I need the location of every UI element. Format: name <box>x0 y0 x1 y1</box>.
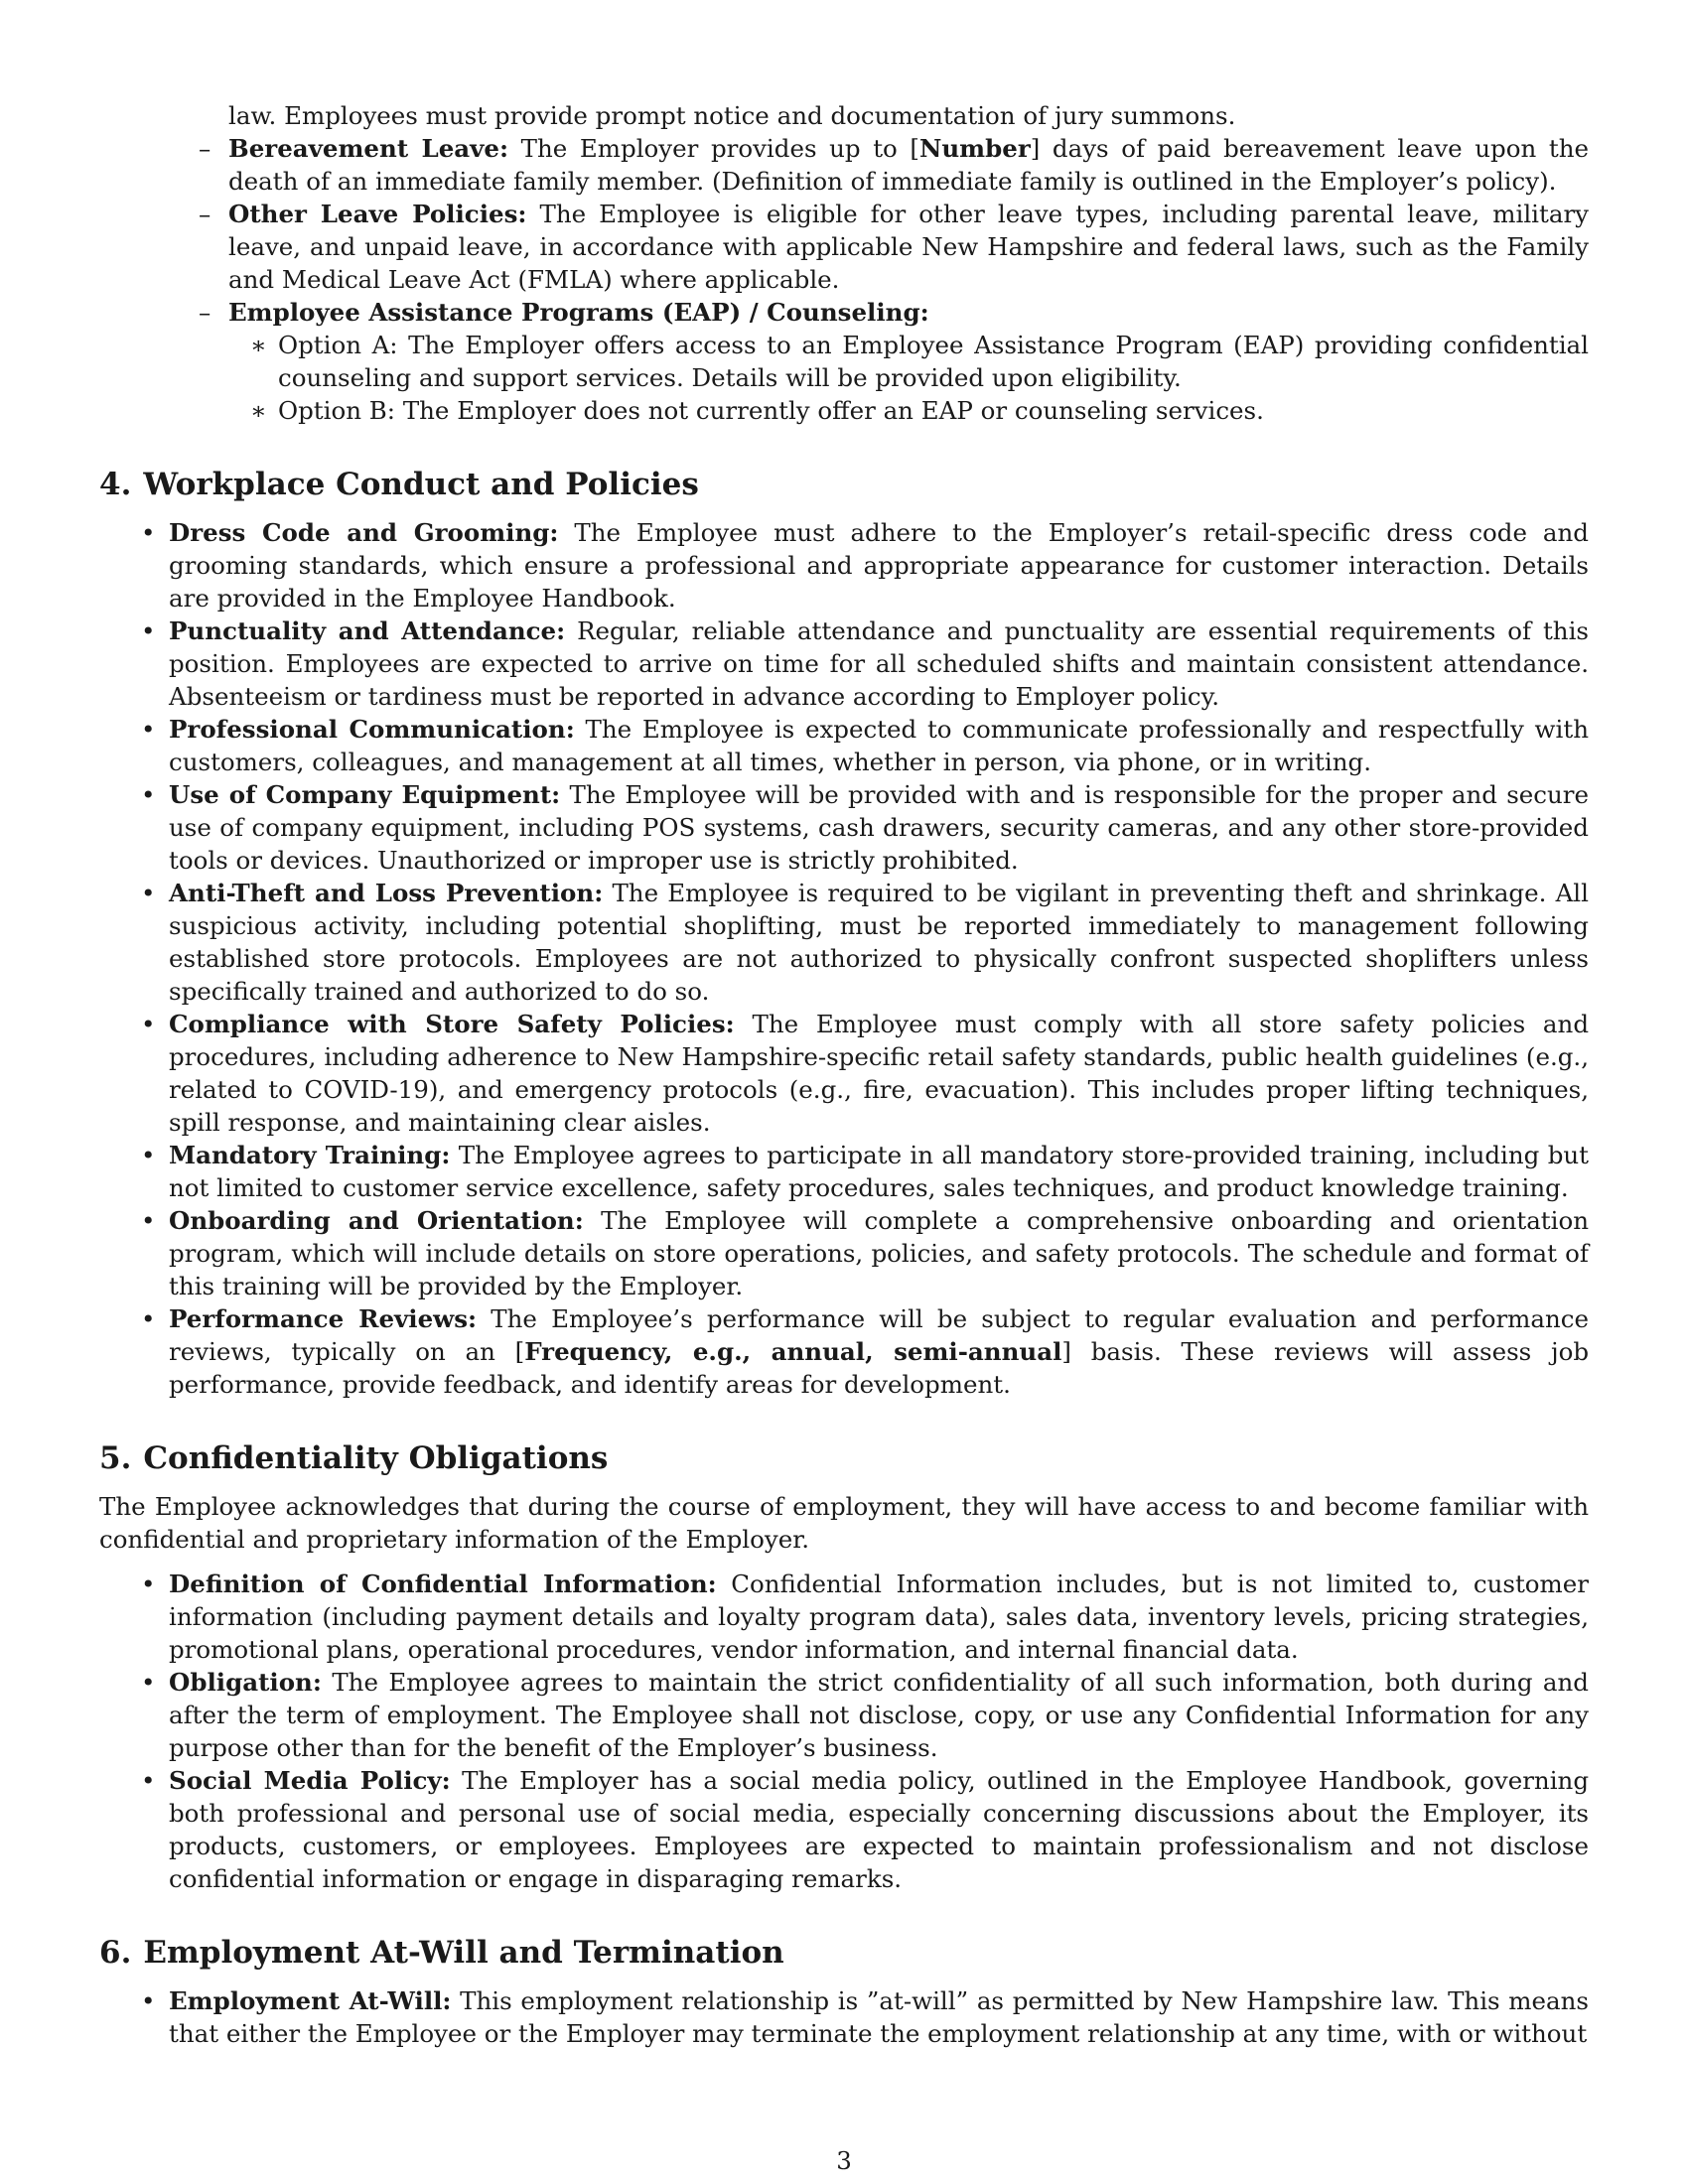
list-item: • Onboarding and Orientation: The Employee will complete a comprehensive onboarding and orientation program, which will include details on store operations, policies, and safety protocols. The schedule and format of this training will be provided by the Employer. <box>169 1204 1589 1302</box>
eap-options-list <box>278 329 1589 427</box>
list-item-other-leave: – Other Leave Policies: The Employee is eligible for other leave types, including parental leave, military leave, and unpaid leave, in accordance with applicable New Hampshire and federal laws, such as the Family and Medical Leave Act (FMLA) where applicable. <box>228 198 1589 296</box>
section-4-list <box>169 516 1589 1401</box>
list-item: • Compliance with Store Safety Policies: The Employee must comply with all store safety policies and procedures, including adherence to New Hampshire-specific retail safety standards, public health guidelines (e.g., related to COVID-19), and emergency protocols (e.g., fire, evacuation). This includes proper lifting techniques, spill response, and maintaining clear aisles. <box>169 1008 1589 1139</box>
list-item-bereavement-leave: – Bereavement Leave: The Employer provides up to [Number] days of paid bereavement leave upon the death of an immediate family member. (Definition of immediate family is outlined in the Employer’s policy). <box>228 132 1589 198</box>
item-label: Bereavement Leave: <box>228 134 509 163</box>
section-5-intro: The Employee acknowledges that during the course of employment, they will have access to and become familiar with confidential and proprietary information of the Employer. <box>99 1492 1589 1554</box>
page-content <box>99 99 1589 2050</box>
list-item-option-a: ∗ Option A: The Employer offers access to an Employee Assistance Program (EAP) providing confidential counseling and support services. Details will be provided upon eligibility. <box>278 329 1589 394</box>
list-item: • Mandatory Training: The Employee agrees to participate in all mandatory store-provided training, including but not limited to customer service excellence, safety procedures, sales techniques, and product knowledge training. <box>169 1139 1589 1204</box>
list-item: • Professional Communication: The Employee is expected to communicate professionally and respectfully with customers, colleagues, and management at all times, whether in person, via phone, or in writing. <box>169 713 1589 778</box>
item-label: Employee Assistance Programs (EAP) / Counseling: <box>228 298 929 327</box>
section-6-list <box>169 1984 1589 2050</box>
leave-policy-list <box>228 132 1589 427</box>
section-heading-5: 5. Confidentiality Obligations <box>99 1440 609 1476</box>
list-item: • Anti-Theft and Loss Prevention: The Employee is required to be vigilant in preventing theft and shrinkage. All suspicious activity, including potential shoplifting, must be reported immediately to management following established store protocols. Employees are not authorized to physically confront suspected shoplifters unless specifically trained and authorized to do so. <box>169 877 1589 1008</box>
item-label: Other Leave Policies: <box>228 200 527 228</box>
list-item: • Dress Code and Grooming: The Employee must adhere to the Employer’s retail-specific dress code and grooming standards, which ensure a professional and appropriate appearance for customer interaction. Details are provided in the Employee Handbook. <box>169 516 1589 614</box>
list-item-option-b: ∗ Option B: The Employer does not currently offer an EAP or counseling services. <box>278 394 1589 427</box>
list-item-eap <box>228 296 1589 427</box>
page-number: 3 <box>836 2146 852 2175</box>
list-item: • Punctuality and Attendance: Regular, reliable attendance and punctuality are essential requirements of this position. Employees are expected to arrive on time for all scheduled shifts and maintain consistent attendance. Absenteeism or tardiness must be reported in advance according to Employer policy. <box>169 614 1589 713</box>
section-heading-4: 4. Workplace Conduct and Policies <box>99 467 699 502</box>
list-item: • Use of Company Equipment: The Employee will be provided with and is responsible for the proper and secure use of company equipment, including POS systems, cash drawers, security cameras, and any other store-provided tools or devices. Unauthorized or improper use is strictly prohibited. <box>169 778 1589 877</box>
list-item: • Obligation: The Employee agrees to maintain the strict confidentiality of all such information, both during and after the term of employment. The Employee shall not disclose, copy, or use any Confidential Information for any purpose other than for the benefit of the Employer’s business. <box>169 1666 1589 1764</box>
list-item: • Definition of Confidential Information: Confidential Information includes, but is not limited to, customer information (including payment details and loyalty program data), sales data, inventory levels, pricing strategies, promotional plans, operational procedures, vendor information, and internal financial data. <box>169 1568 1589 1666</box>
section-heading-6: 6. Employment At-Will and Termination <box>99 1935 784 1971</box>
section-5-list <box>169 1568 1589 1895</box>
continued-paragraph: law. Employees must provide prompt notice and documentation of jury summons. <box>228 101 1236 130</box>
list-item: • Employment At-Will: This employment relationship is ”at-will” as permitted by New Hampshire law. This means that either the Employee or the Employer may terminate the employment relationship at any time, with or without <box>169 1984 1589 2050</box>
list-item-performance-reviews: • Performance Reviews: The Employee’s performance will be subject to regular evaluation and performance reviews, typically on an [Frequency, e.g., annual, semi-annual] basis. These reviews will assess job performance, provide feedback, and identify areas for development. <box>169 1302 1589 1401</box>
list-item: • Social Media Policy: The Employer has a social media policy, outlined in the Employee Handbook, governing both professional and personal use of social media, especially concerning discussions about the Employer, its products, customers, or employees. Employees are expected to maintain professionalism and not disclose confidential information or engage in disparaging remarks. <box>169 1764 1589 1895</box>
